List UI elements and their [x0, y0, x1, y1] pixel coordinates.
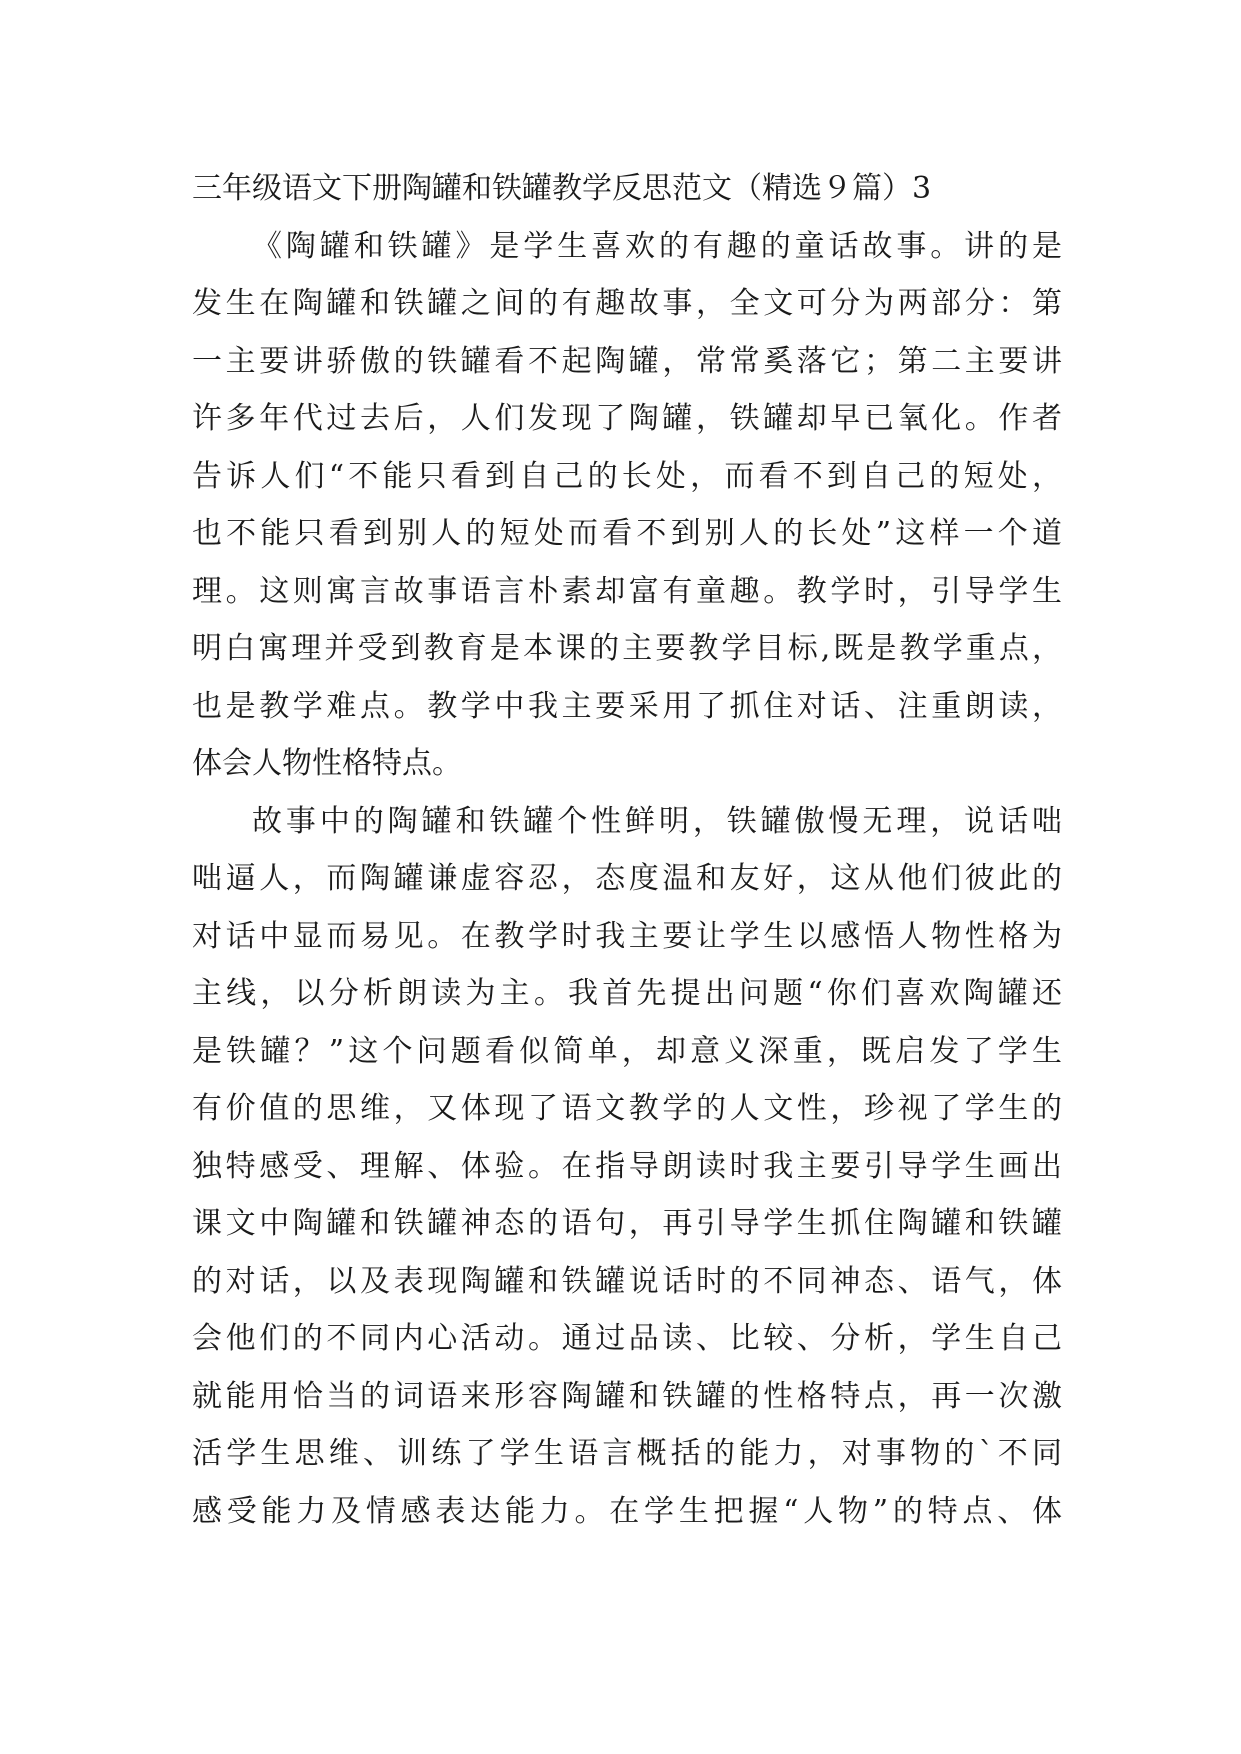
paragraph-line: 的对话，以及表现陶罐和铁罐说话时的不同神态、语气，体	[192, 1263, 1062, 1299]
paragraph-line: 独特感受、理解、体验。在指导朗读时我主要引导学生画出	[192, 1148, 1062, 1184]
paragraph-2	[192, 793, 1062, 1541]
paragraph-line: 故事中的陶罐和铁罐个性鲜明，铁罐傲慢无理，说话咄	[252, 803, 1062, 839]
paragraph-line: 明白寓理并受到教育是本课的主要教学目标,既是教学重点，	[192, 631, 1062, 666]
document-body	[192, 160, 1062, 1540]
paragraph-line: 许多年代过去后，人们发现了陶罐，铁罐却早已氧化。作者	[192, 401, 1062, 436]
paragraph-line: 是铁罐？”这个问题看似简单，却意义深重，既启发了学生	[192, 1033, 1062, 1069]
paragraph-line: 也是教学难点。教学中我主要采用了抓住对话、注重朗读，	[192, 688, 1062, 724]
paragraph-line: 主线，以分析朗读为主。我首先提出问题“你们喜欢陶罐还	[192, 976, 1062, 1011]
paragraph-line: 发生在陶罐和铁罐之间的有趣故事，全文可分为两部分：第	[192, 286, 1062, 321]
paragraph-line: 《陶罐和铁罐》是学生喜欢的有趣的童话故事。讲的是	[252, 228, 1062, 264]
paragraph-line: 告诉人们“不能只看到自己的长处，而看不到自己的短处，	[192, 458, 1062, 494]
paragraph-line: 对话中显而易见。在教学时我主要让学生以感悟人物性格为	[192, 918, 1062, 954]
paragraph-line: 也不能只看到别人的短处而看不到别人的长处”这样一个道	[192, 516, 1062, 551]
paragraph-line: 感受能力及情感表达能力。在学生把握“人物”的特点、体	[192, 1493, 1062, 1529]
paragraph-line: 有价值的思维，又体现了语文教学的人文性，珍视了学生的	[192, 1091, 1062, 1126]
document-title: 三年级语文下册陶罐和铁罐教学反思范文（精选９篇）3	[192, 171, 932, 206]
paragraph-line: 课文中陶罐和铁罐神态的语句，再引导学生抓住陶罐和铁罐	[192, 1206, 1062, 1241]
paragraph-line: 理。这则寓言故事语言朴素却富有童趣。教学时，引导学生	[192, 573, 1062, 609]
paragraph-line: 咄逼人，而陶罐谦虚容忍，态度温和友好，这从他们彼此的	[192, 861, 1062, 896]
paragraph-line: 一主要讲骄傲的铁罐看不起陶罐，常常奚落它；第二主要讲	[192, 343, 1062, 379]
paragraph-line: 会他们的不同内心活动。通过品读、比较、分析，学生自己	[192, 1321, 1062, 1356]
paragraph-line: 就能用恰当的词语来形容陶罐和铁罐的性格特点，再一次激	[192, 1378, 1062, 1414]
paragraph-line: 体会人物性格特点。	[192, 746, 462, 781]
paragraph-line: 活学生思维、训练了学生语言概括的能力，对事物的`不同	[192, 1436, 1062, 1471]
paragraph-1	[192, 218, 1062, 793]
